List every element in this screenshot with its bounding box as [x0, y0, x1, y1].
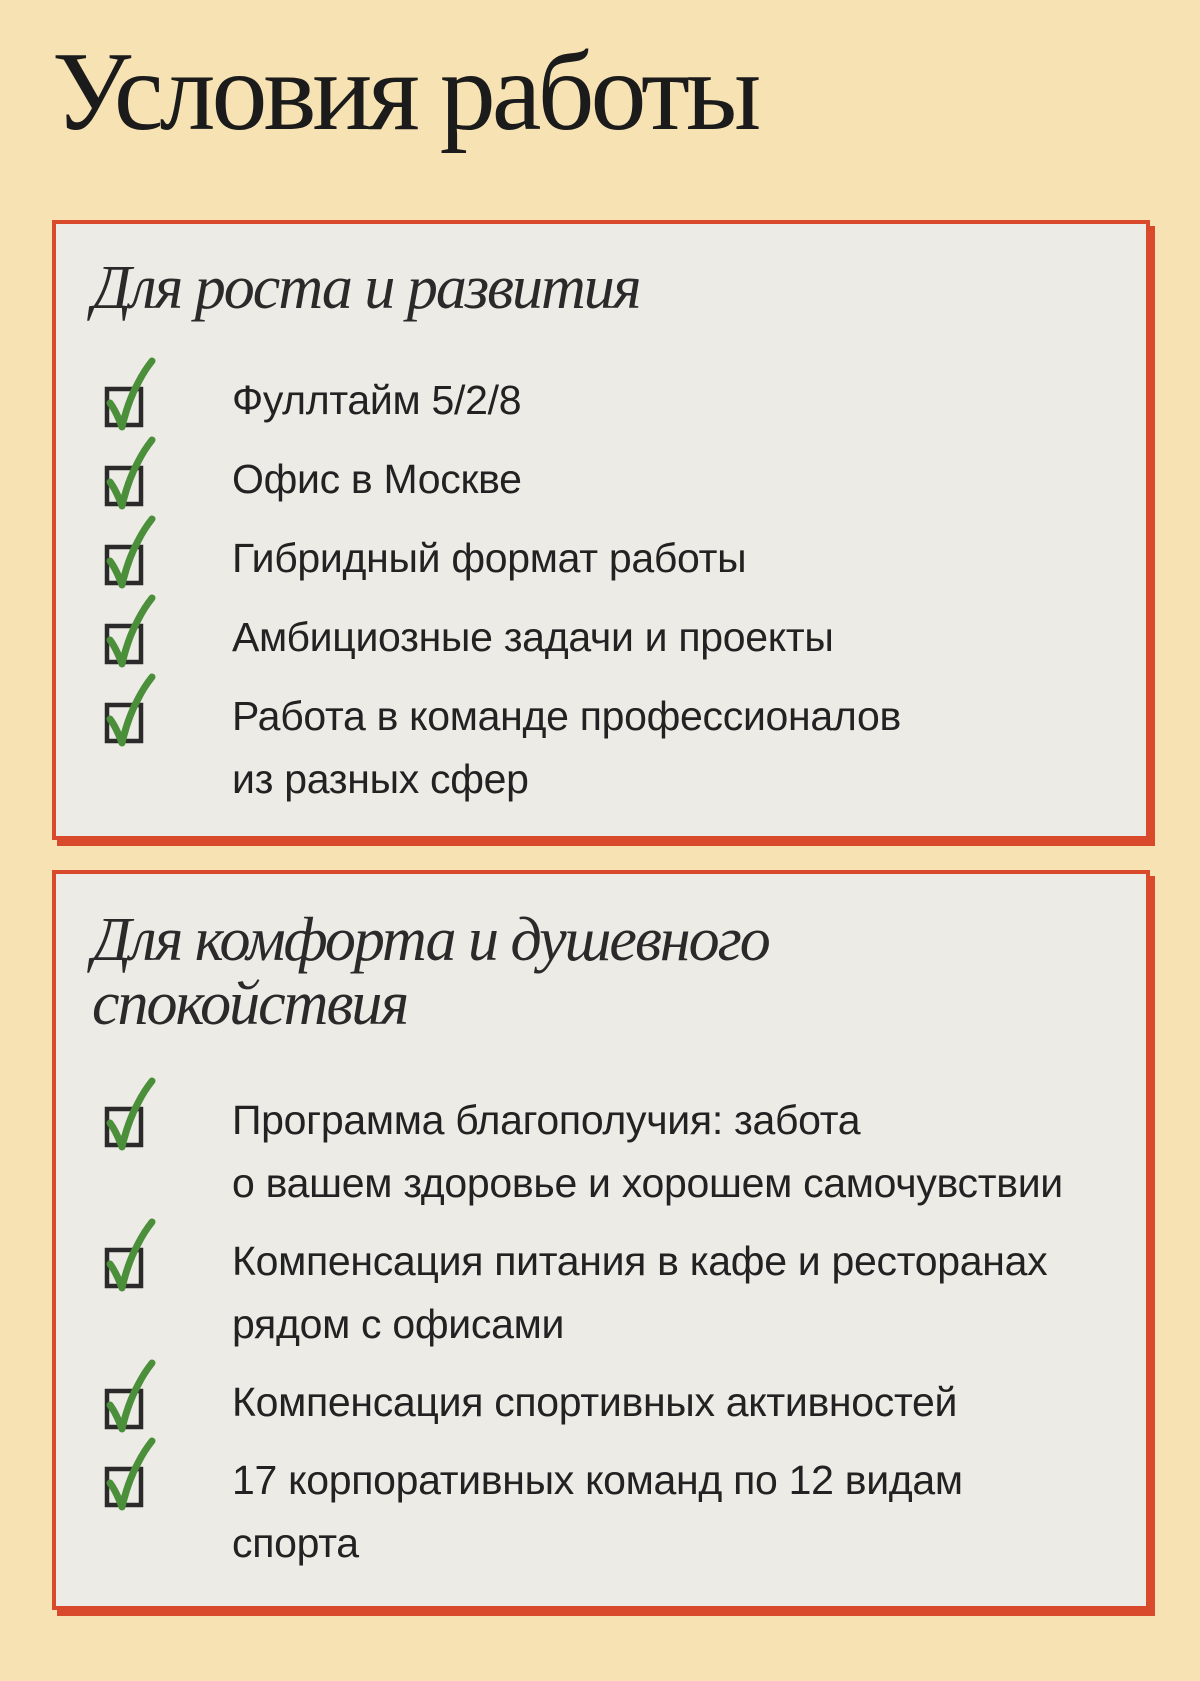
list-item [104, 1089, 1116, 1215]
checked-box-icon [104, 436, 156, 518]
item-line: Компенсация спортивных активностей [232, 1379, 958, 1425]
checked-box-icon [104, 594, 156, 676]
list-item [104, 1449, 1116, 1575]
page-title: Условия работы [52, 30, 758, 154]
item-line: рядом с офисами [232, 1301, 565, 1347]
list-item [104, 1371, 1116, 1434]
item-line: Работа в команде профессионалов [232, 693, 901, 739]
checked-box-icon [104, 515, 156, 597]
item-line: Компенсация питания в кафе и ресторанах [232, 1238, 1048, 1284]
item-line: о вашем здоровье и хорошем самочувствии [232, 1160, 1063, 1206]
list-item [104, 527, 1116, 590]
item-line: из разных сфер [232, 756, 529, 802]
checked-box-icon [104, 1218, 156, 1300]
checked-box-icon [104, 357, 156, 439]
checked-box-icon [104, 1077, 156, 1159]
list-item [104, 685, 1116, 811]
checked-box-icon [104, 1437, 156, 1519]
heading-line: Для комфорта и душевного [92, 906, 769, 974]
list-item [104, 606, 1116, 669]
checked-box-icon [104, 1359, 156, 1441]
list-item [104, 448, 1116, 511]
checked-box-icon [104, 673, 156, 755]
item-line: спорта [232, 1520, 359, 1566]
item-line: Фуллтайм 5/2/8 [232, 377, 522, 423]
item-line: Гибридный формат работы [232, 535, 747, 581]
list-item [104, 369, 1116, 432]
heading-line: спокойствия [92, 970, 408, 1038]
comfort-section-heading [92, 908, 912, 1036]
item-line: Офис в Москве [232, 456, 522, 502]
item-line: 17 корпоративных команд по 12 видам [232, 1457, 963, 1503]
growth-section-card [52, 220, 1150, 840]
growth-section-heading: Для роста и развития [92, 254, 640, 322]
growth-benefits-list [104, 369, 1116, 827]
list-item [104, 1230, 1116, 1356]
comfort-section-card [52, 870, 1150, 1610]
comfort-benefits-list [104, 1089, 1116, 1590]
item-line: Программа благополучия: забота [232, 1097, 861, 1143]
item-line: Амбициозные задачи и проекты [232, 614, 834, 660]
